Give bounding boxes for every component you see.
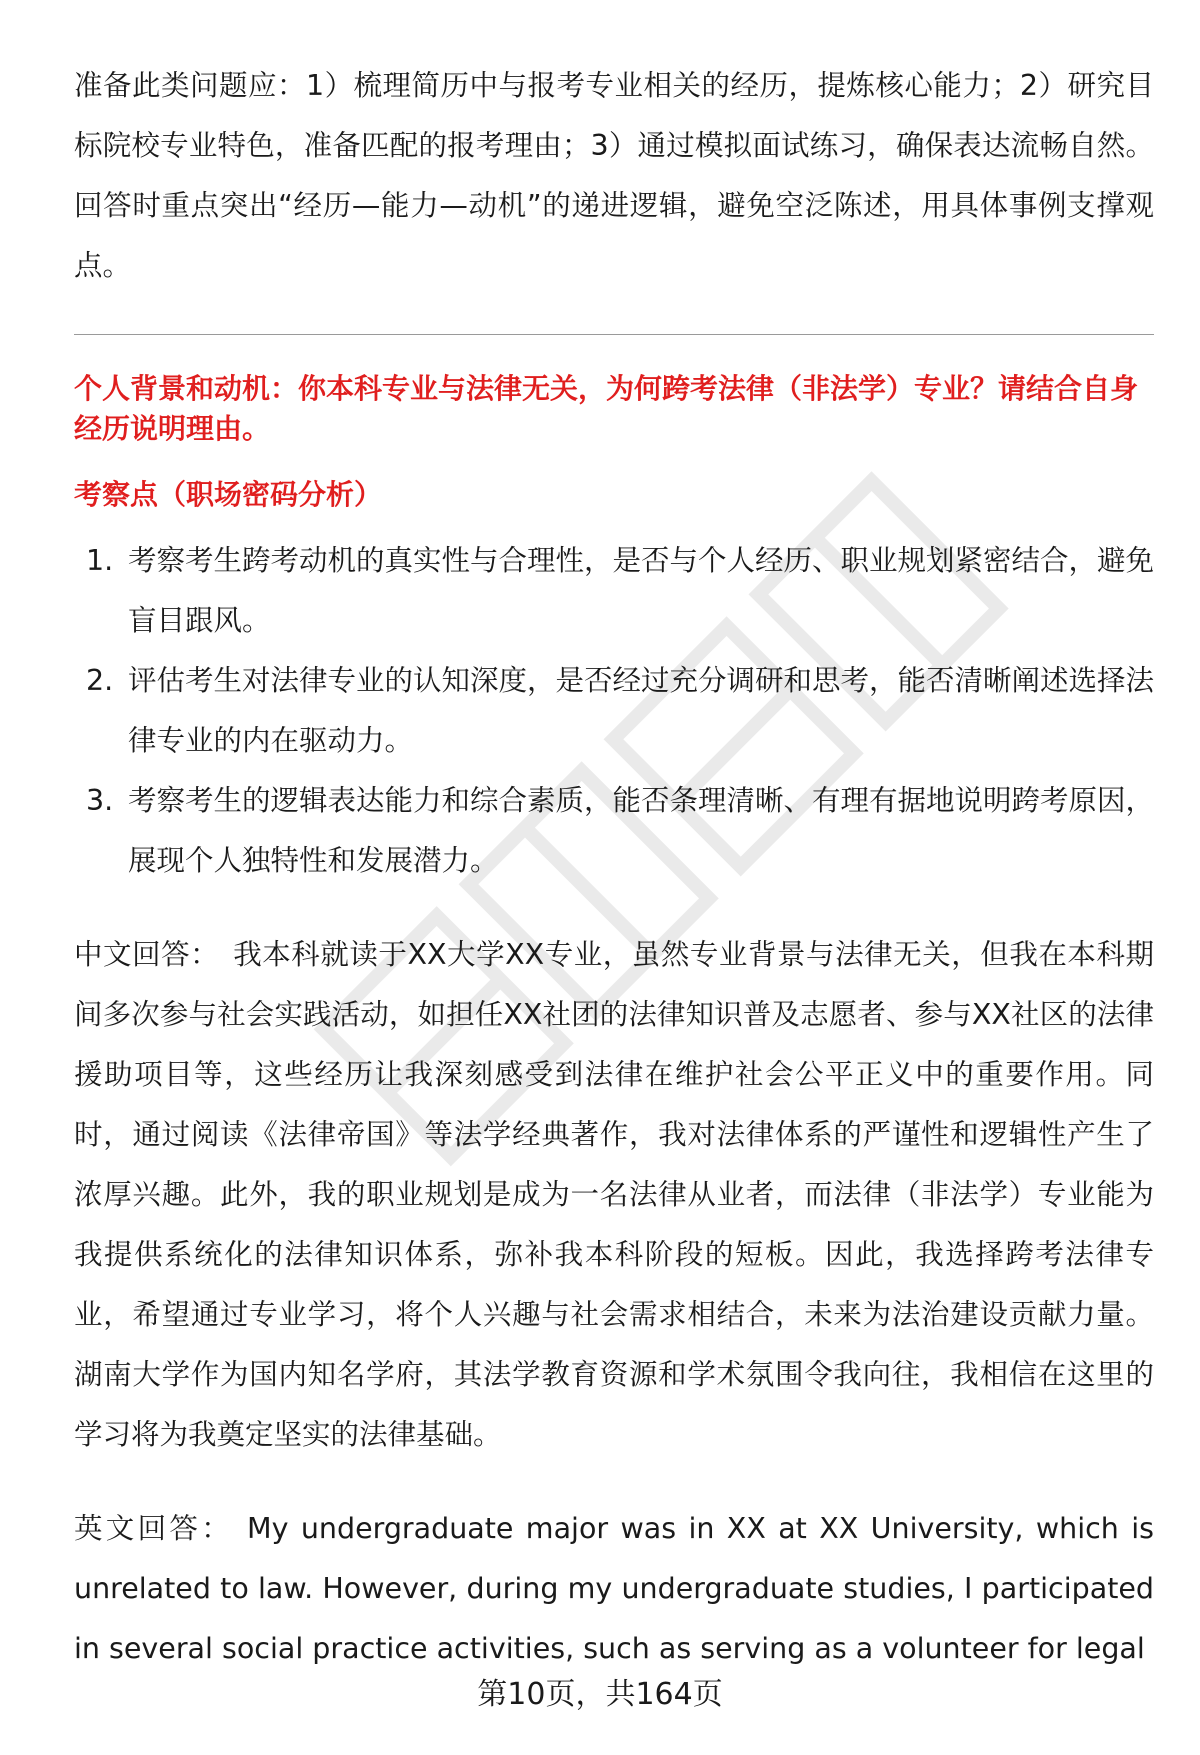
list-item-text: 考察考生跨考动机的真实性与合理性，是否与个人经历、职业规划紧密结合，避免盲目跟风。 [128,544,1155,637]
points-heading: 考察点（职场密码分析） [74,478,383,511]
english-answer [74,1499,1154,1679]
english-answer-text: My undergraduate major was in XX at XX University, which is unrelated to law. However, during my undergraduate studies, I participated in several social practice activities, such as serving as a volunteer for legal [74,1512,1154,1665]
list-item [74,651,1154,771]
section-divider [74,334,1154,335]
list-item [74,771,1154,891]
list-item-text: 考察考生的逻辑表达能力和综合素质，能否条理清晰、有理有据地说明跨考原因，展现个人独特性和发展潜力。 [128,784,1155,877]
document-page [74,56,1154,1679]
list-number: 1. [86,544,114,577]
list-item-text: 评估考生对法律专业的认知深度，是否经过充分调研和思考，能否清晰阐述选择法律专业的内在驱动力。 [128,664,1155,757]
chinese-answer [74,925,1154,1465]
page-number-footer: 第10页，共164页 [477,1677,723,1712]
question-heading: 个人背景和动机：你本科专业与法律无关，为何跨考法律（非法学）专业？请结合自身经历说明理由。 [74,372,1139,445]
list-number: 2. [86,664,114,697]
intro-paragraph: 准备此类问题应：1）梳理简历中与报考专业相关的经历，提炼核心能力；2）研究目标院校专业特色，准备匹配的报考理由；3）通过模拟面试练习，确保表达流畅自然。回答时重点突出“经历—能力—动机”的递进逻辑，避免空泛陈述，用具体事例支撑观点。 [74,69,1154,282]
points-list [74,531,1154,891]
chinese-answer-text: 我本科就读于XX大学XX专业，虽然专业背景与法律无关，但我在本科期间多次参与社会实践活动，如担任XX社团的法律知识普及志愿者、参与XX社区的法律援助项目等，这些经历让我深刻感受到法律在维护社会公平正义中的重要作用。同时，通过阅读《法律帝国》等法学经典著作，我对法律体系的严谨性和逻辑性产生了浓厚兴趣。此外，我的职业规划是成为一名法律从业者，而法律（非法学）专业能为我提供系统化的法律知识体系，弥补我本科阶段的短板。因此，我选择跨考法律专业，希望通过专业学习，将个人兴趣与社会需求相结合，未来为法治建设贡献力量。湖南大学作为国内知名学府，其法学教育资源和学术氛围令我向往，我相信在这里的学习将为我奠定坚实的法律基础。 [74,938,1154,1451]
english-answer-label: 英文回答： [74,1512,234,1545]
chinese-answer-label: 中文回答： [74,938,220,971]
list-number: 3. [86,784,114,817]
list-item [74,531,1154,651]
